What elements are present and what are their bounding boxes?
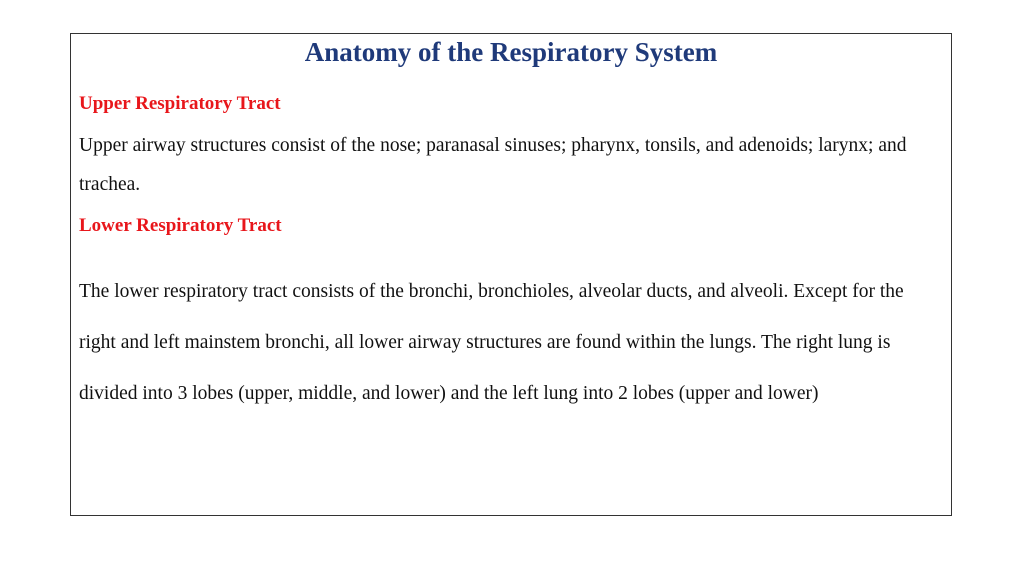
lower-tract-heading: Lower Respiratory Tract [79, 215, 282, 236]
upper-tract-heading: Upper Respiratory Tract [79, 93, 281, 114]
slide-title: Anatomy of the Respiratory System [304, 37, 718, 67]
lower-tract-paragraph: The lower respiratory tract consists of the bronchi, bronchioles, alveolar ducts, and alveoli. Except for the right and left mainstem bronchi, all lower airway structures are found within the lungs. The right lung is divided into 3 lobes (upper, middle, and lower) and the left lung into 2 lobes (upper and lower) [79, 281, 904, 404]
content-frame [70, 33, 952, 516]
upper-tract-paragraph: Upper airway structures consist of the nose; paranasal sinuses; pharynx, tonsils, and adenoids; larynx; and trachea. [79, 135, 907, 195]
